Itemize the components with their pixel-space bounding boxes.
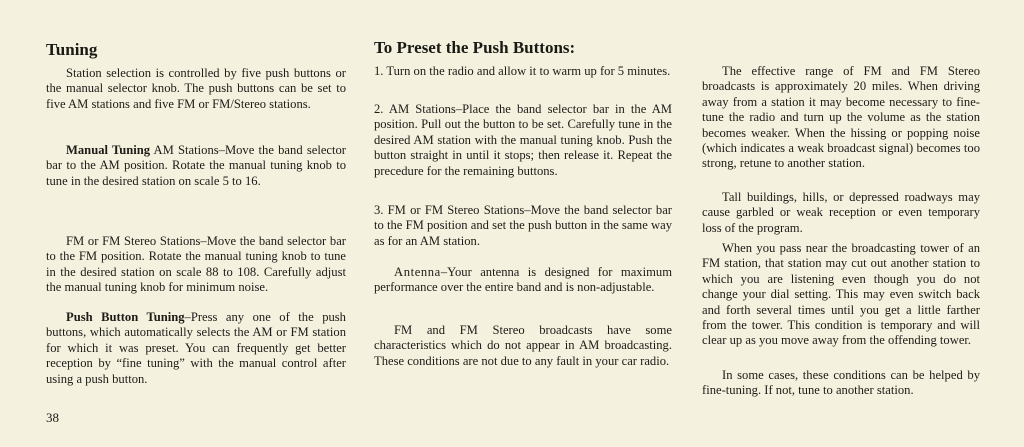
fine-tuning-paragraph: In some cases, these conditions can be helped by fine-tuning. If not, tune to another station. xyxy=(702,368,980,398)
broadcast-tower-paragraph: When you pass near the broadcasting tower of an FM station, that station may cut out another station to which you are listening even though you do not change your dial setting. This may even switch back and forth several times until you get a little farther from the tower. This condition is temporary and will clear up as you move away from the offending tower. xyxy=(702,241,980,348)
antenna-text: –Your antenna is designed for maximum performance over the entire band and is non-adjustable. xyxy=(374,265,672,295)
tuning-intro: Station selection is controlled by five push buttons or the manual selector knob. The push buttons can be set to five AM stations and five FM or FM/Stereo stations. xyxy=(46,66,346,111)
preset-step-1: 1. Turn on the radio and allow it to warm up for 5 minutes. xyxy=(374,64,671,78)
heading-tuning: Tuning xyxy=(46,40,98,59)
manual-tuning-term: Manual Tuning xyxy=(66,143,151,157)
preset-step-3: 3. FM or FM Stereo Stations–Move the band selector bar to the FM position and set the push button in the same way as for an AM station. xyxy=(374,203,672,248)
effective-range-paragraph: The effective range of FM and FM Stereo broadcasts is approximately 20 miles. When driving away from a station it may become necessary to fine-tune the radio and turn up the volume as the station becomes weaker. When the hissing or popping noise (which indicates a weak broadcast signal) becomes too strong, retune to another station. xyxy=(702,64,980,171)
fm-tuning-paragraph: FM or FM Stereo Stations–Move the band selector bar to the FM position. Rotate the manual tuning knob to tune in the desired station on scale 88 to 108. Carefully adjust the manual tuning knob for minimum noise. xyxy=(46,234,346,295)
push-button-paragraph xyxy=(46,310,346,387)
manual-tuning-text: AM Stations–Move the band selector bar to the AM position. Rotate the manual tuning knob to tune in the desired station on scale 5 to 16. xyxy=(46,143,346,188)
push-button-term: Push Button Tuning xyxy=(66,310,185,324)
push-button-text: –Press any one of the push buttons, which automatically selects the AM or FM station for which it was preset. You can frequently get better reception by “fine tuning” with the manual control after using a push button. xyxy=(46,310,346,386)
manual-tuning-paragraph xyxy=(46,143,346,189)
preset-step-2: 2. AM Stations–Place the band selector bar in the AM position. Pull out the button to be set. Carefully tune in the desired AM station with the manual tuning knob. Push the button straight in until it stops; then release it. Repeat the precedure for the remaining buttons. xyxy=(374,102,672,178)
fm-broadcast-paragraph: FM and FM Stereo broadcasts have some characteristics which do not appear in AM broadcasting. These conditions are not due to any fault in your car radio. xyxy=(374,323,672,368)
antenna-term: Antenna xyxy=(394,265,441,279)
antenna-paragraph xyxy=(374,265,672,296)
page-number: 38 xyxy=(46,410,59,425)
tall-buildings-paragraph: Tall buildings, hills, or depressed roadways may cause garbled or weak reception or even temporary loss of the program. xyxy=(702,190,980,235)
heading-preset: To Preset the Push Buttons: xyxy=(374,38,576,57)
